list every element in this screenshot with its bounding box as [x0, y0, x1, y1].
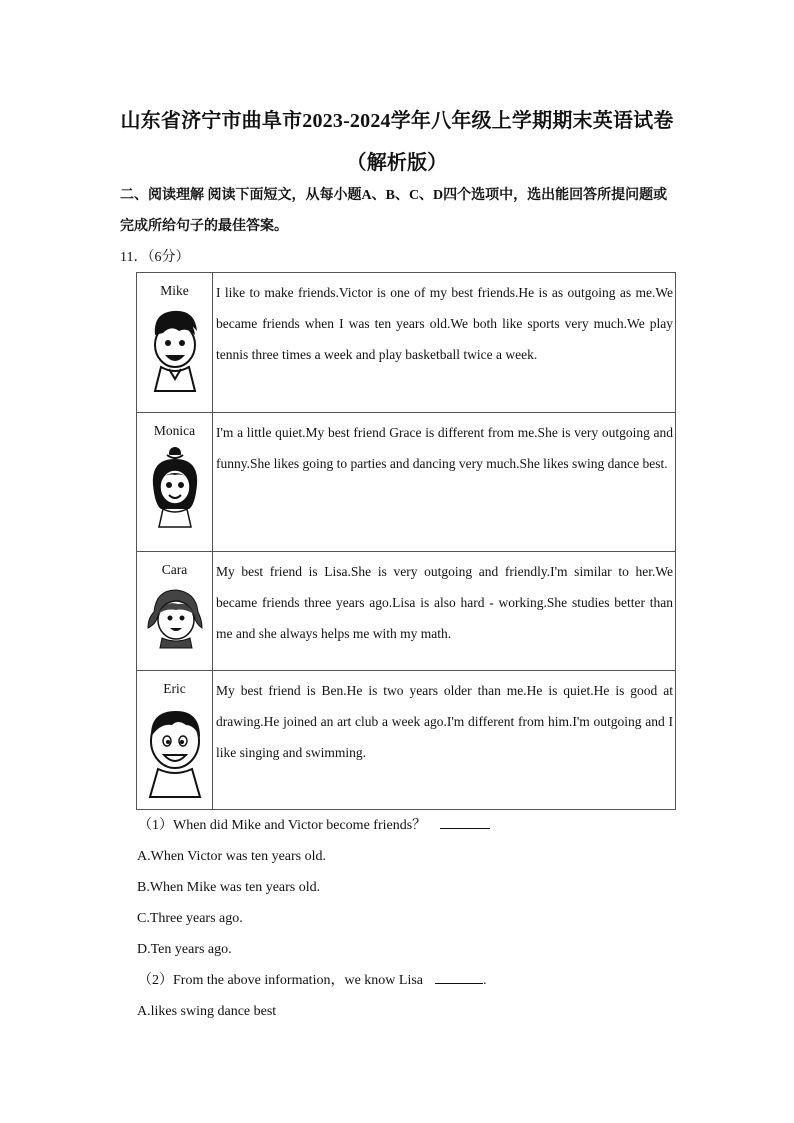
speaker-name: Mike: [160, 283, 189, 298]
passage-row: [137, 552, 676, 671]
passage-text: My best friend is Ben.He is two years older than me.He is quiet.He is good at drawing.He joined an art club a week ago.I'm different from him.I'm outgoing and I like singing and swimming.: [213, 671, 676, 810]
question-number: 11．（6分）: [120, 250, 190, 265]
question-2-text: （2）From the above information，we know Lisa: [138, 973, 424, 988]
passage-row: [137, 273, 676, 413]
question-1-option-d: D.Ten years ago.: [137, 942, 232, 957]
speaker-name: Monica: [153, 423, 196, 438]
speaker-name: Cara: [161, 562, 188, 577]
passage-text: My best friend is Lisa.She is very outgoing and friendly.I'm similar to her.We became friends three years ago.Lisa is also hard - working.She studies better than me and she always helps me with my math.: [213, 552, 676, 671]
passage-text: I'm a little quiet.My best friend Grace is different from me.She is very outgoing and funny.She likes going to parties and dancing very much.She likes swing dance best.: [213, 413, 676, 552]
question-1-option-a: A.When Victor was ten years old.: [137, 849, 327, 864]
question-2-option-a: A.likes swing dance best: [137, 1004, 277, 1019]
girl-monica-illustration: [145, 445, 205, 529]
speaker-name: Eric: [163, 681, 186, 696]
exam-title: 山东省济宁市曲阜市2023-2024学年八年级上学期期末英语试卷: [120, 110, 674, 132]
speaker-cell: [137, 273, 213, 413]
passages-table: [136, 272, 676, 810]
passage-row: [137, 413, 676, 552]
answer-blank: [435, 969, 483, 984]
passage-row: [137, 671, 676, 810]
question-2-stem: [138, 965, 487, 996]
exam-subtitle: （解析版）: [346, 152, 448, 174]
question-2-period: .: [483, 973, 487, 988]
question-1-text: （1）When did Mike and Victor become friends？: [138, 818, 427, 833]
boy-eric-illustration: [142, 703, 208, 799]
girl-cara-illustration: [144, 584, 206, 650]
question-1-option-c: C.Three years ago.: [137, 911, 243, 926]
boy-mike-illustration: [145, 305, 205, 393]
passage-text: I like to make friends.Victor is one of my best friends.He is as outgoing as me.We became friends when I was ten years old.We both like sports very much.We play tennis three times a week and play basketball twice a week.: [213, 273, 676, 413]
question-1-stem: [138, 810, 490, 841]
speaker-cell: [137, 671, 213, 810]
speaker-cell: [137, 413, 213, 552]
section-instruction-line1: 二、阅读理解 阅读下面短文，从每小题A、B、C、D四个选项中，选出能回答所提问题或: [120, 188, 668, 203]
question-1-option-b: B.When Mike was ten years old.: [137, 880, 321, 895]
section-instruction-line2: 完成所给句子的最佳答案。: [120, 219, 288, 234]
speaker-cell: [137, 552, 213, 671]
answer-blank: [440, 814, 490, 829]
